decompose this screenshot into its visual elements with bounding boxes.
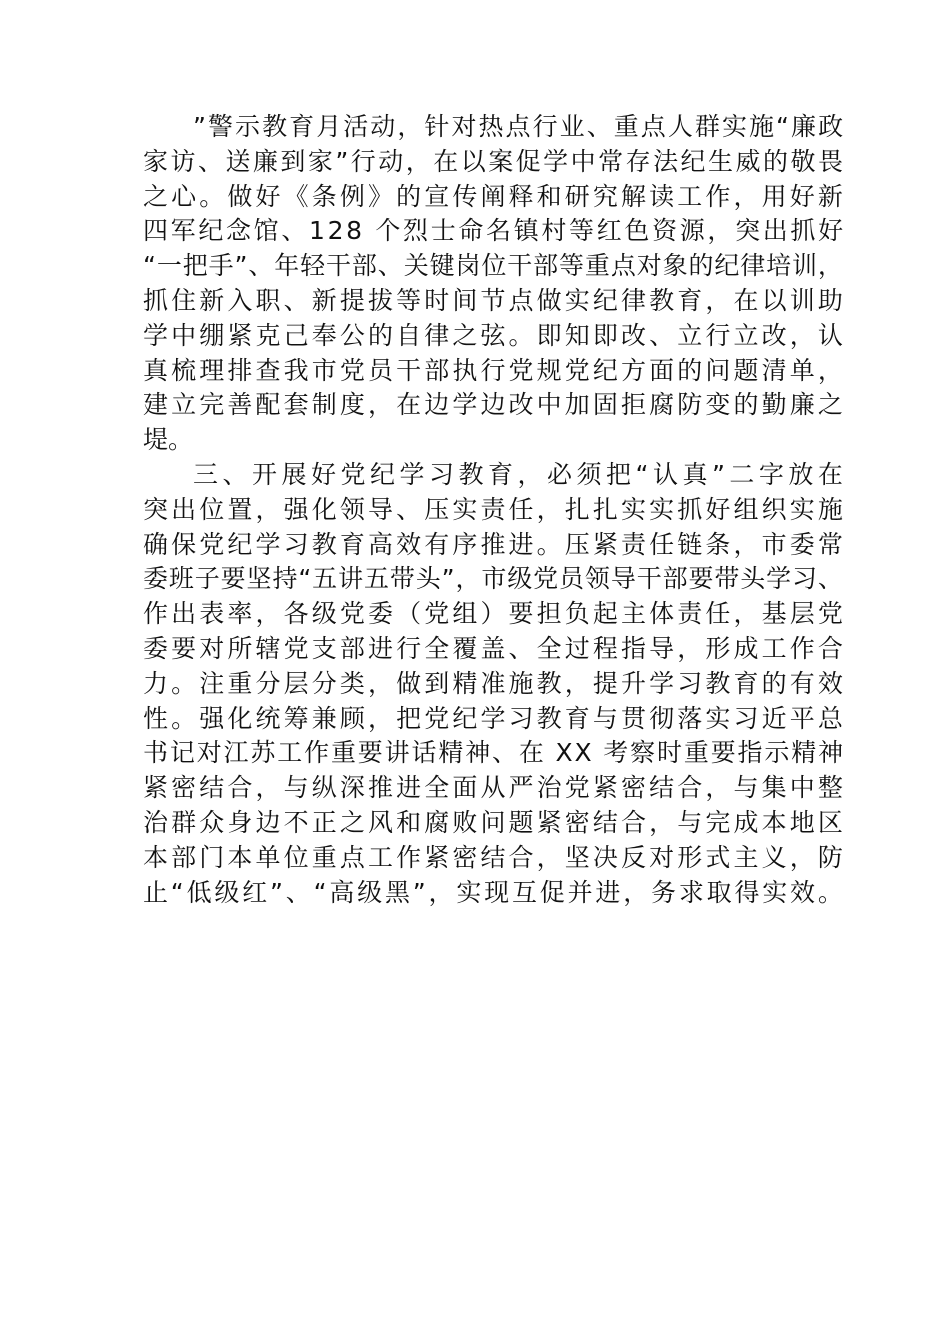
paragraph-2 — [143, 458, 848, 910]
text-line: 建立完善配套制度，在边学边改中加固拒腐防变的勤廉之 — [143, 390, 847, 420]
text-line: 堤。 — [143, 425, 194, 455]
paragraph-1 — [143, 110, 847, 458]
text-line: 确保党纪学习教育高效有序推进。压紧责任链条，市委常 — [143, 529, 847, 559]
text-line: 治群众身边不正之风和腐败问题紧密结合，与完成本地区 — [143, 807, 847, 837]
text-line: 紧密结合，与纵深推进全面从严治党紧密结合，与集中整 — [143, 773, 847, 803]
text-line: 突出位置，强化领导、压实责任，扎扎实实抓好组织实施 — [143, 494, 847, 524]
text-line: 抓住新入职、新提拔等时间节点做实纪律教育，在以训助 — [143, 285, 847, 315]
text-line: “一把手”、年轻干部、关键岗位干部等重点对象的纪律培训， — [143, 251, 844, 281]
text-line: 委班子要坚持“五讲五带头”，市级党员领导干部要带头学习、 — [143, 564, 844, 594]
text-line: 四军纪念馆、128 个烈士命名镇村等红色资源，突出抓好 — [143, 216, 846, 246]
text-line: 之心。做好《条例》的宣传阐释和研究解读工作，用好新 — [143, 181, 847, 211]
text-line: 真梳理排查我市党员干部执行党规党纪方面的问题清单， — [143, 355, 847, 385]
text-line: 学中绷紧克己奉公的自律之弦。即知即改、立行立改，认 — [143, 320, 847, 350]
text-line: 本部门本单位重点工作紧密结合，坚决反对形式主义，防 — [143, 842, 847, 872]
text-line: 家访、送廉到家”行动，在以案促学中常存法纪生威的敬畏 — [143, 146, 846, 176]
document-body — [143, 110, 848, 910]
text-line: 止“低级红”、“高级黑”，实现互促并进，务求取得实效。 — [143, 877, 846, 907]
text-line: 书记对江苏工作重要讲话精神、在 XX 考察时重要指示精神 — [143, 738, 845, 768]
text-line: 作出表率，各级党委（党组）要担负起主体责任，基层党 — [143, 599, 847, 629]
text-line: ”警示教育月活动，针对热点行业、重点人群实施“廉政 — [193, 112, 846, 141]
text-line: 委要对所辖党支部进行全覆盖、全过程指导，形成工作合 — [143, 633, 847, 663]
text-line: 力。注重分层分类，做到精准施教，提升学习教育的有效 — [143, 668, 847, 698]
text-line: 三、开展好党纪学习教育，必须把“认真”二字放在 — [193, 459, 848, 489]
text-line: 性。强化统筹兼顾，把党纪学习教育与贯彻落实习近平总 — [143, 703, 847, 733]
